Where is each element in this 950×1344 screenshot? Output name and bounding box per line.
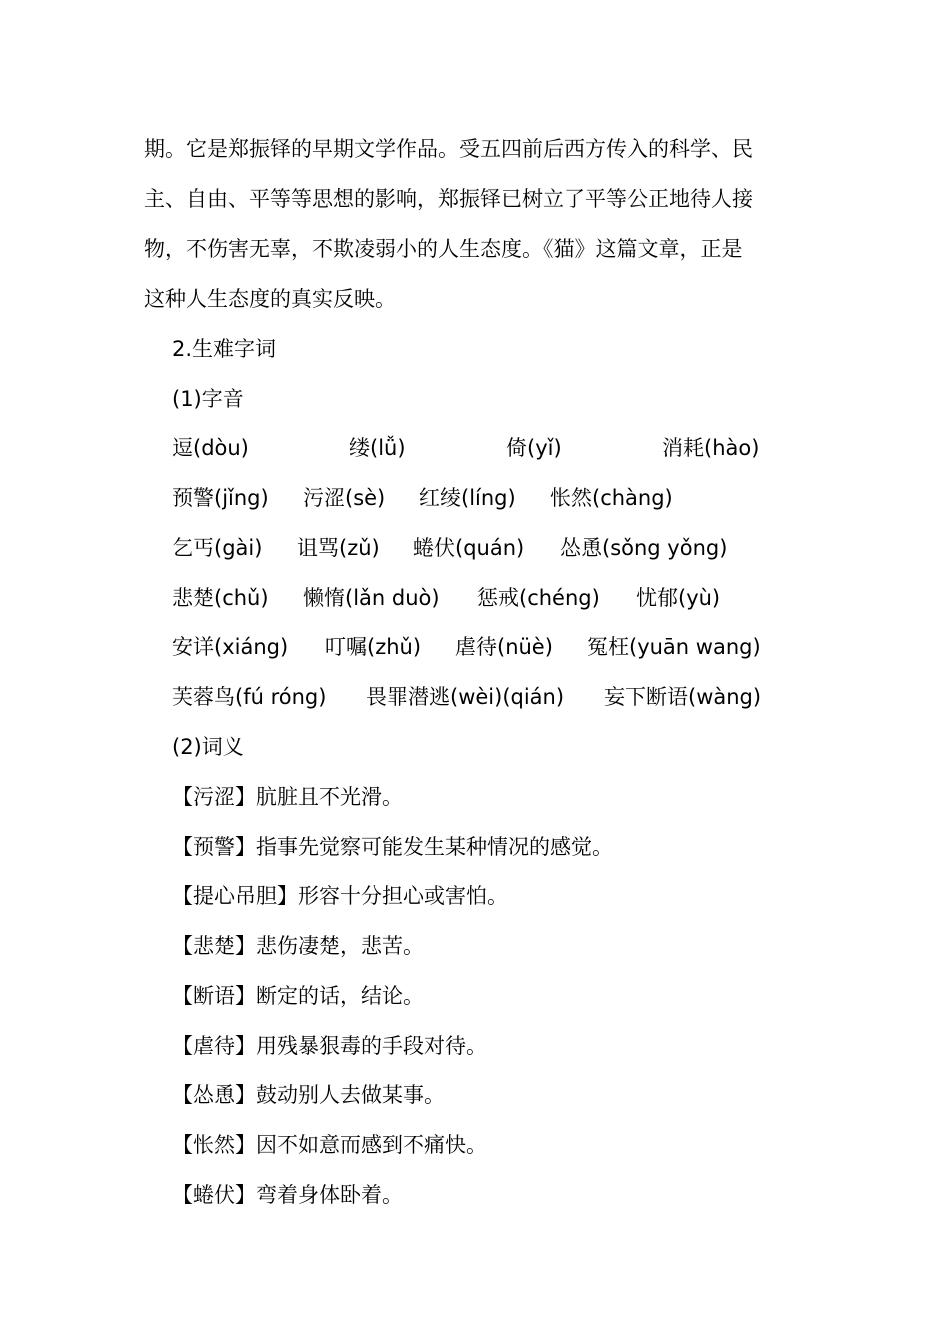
meaning-entry: 【预警】指事先觉察可能发生某种情况的感觉。: [172, 835, 613, 859]
intro-line: 期。它是郑振铎的早期文学作品。受五四前后西方传入的科学、民: [144, 137, 753, 161]
pronunciation-item: 消耗(hào): [662, 436, 760, 460]
pronunciation-row: [0, 632, 950, 662]
pronunciation-item: 诅骂(zǔ): [297, 536, 380, 560]
pronunciation-row: [0, 682, 950, 712]
pronunciation-item: 怅然(chàng): [550, 486, 673, 510]
meaning-entry: 【怅然】因不如意而感到不痛快。: [172, 1133, 487, 1157]
pronunciation-item: 红绫(líng): [419, 486, 516, 510]
meaning-entry: 【虐待】用残暴狠毒的手段对待。: [172, 1034, 487, 1058]
pronunciation-item: 悲楚(chǔ): [172, 586, 269, 610]
pronunciation-item: 怂恿(sǒng yǒng): [560, 536, 728, 560]
pronunciation-item: 芙蓉鸟(fú róng): [172, 685, 327, 709]
pronunciation-item: 叮嘱(zhǔ): [325, 635, 422, 659]
meaning-entry: 【怂恿】鼓动别人去做某事。: [172, 1083, 445, 1107]
pronunciation-item: 倚(yǐ): [506, 436, 562, 460]
pronunciation-item: 蜷伏(quán): [413, 536, 525, 560]
meaning-entry: 【悲楚】悲伤凄楚，悲苦。: [172, 934, 424, 958]
pronunciation-row: [0, 433, 950, 463]
meaning-entry: 【断语】断定的话，结论。: [172, 984, 424, 1008]
pronunciation-item: 妄下断语(wàng): [604, 685, 762, 709]
pronunciation-item: 虐待(nüè): [455, 635, 553, 659]
pronunciation-item: 预警(jǐng): [172, 486, 269, 510]
pronunciation-item: 乞丐(gài): [172, 536, 263, 560]
pronunciation-item: 逗(dòu): [172, 436, 249, 460]
meaning-entry: 【蜷伏】弯着身体卧着。: [172, 1183, 403, 1207]
pronunciation-item: 冤枉(yuān wang): [587, 635, 761, 659]
intro-line: 这种人生态度的真实反映。: [144, 287, 396, 311]
pronunciation-row: [0, 583, 950, 613]
pronunciation-item: 安详(xiáng): [172, 635, 289, 659]
pronunciation-item: 污涩(sè): [303, 486, 386, 510]
pronunciation-item: 忧郁(yù): [636, 586, 721, 610]
intro-line: 物，不伤害无辜，不欺凌弱小的人生态度。《猫》这篇文章，正是: [144, 237, 743, 261]
pronunciation-item: 懒惰(lǎn duò): [303, 586, 440, 610]
pronunciation-item: 畏罪潜逃(wèi)(qián): [366, 685, 565, 709]
pronunciation-row: [0, 483, 950, 513]
meaning-heading: (2)词义: [172, 735, 244, 759]
pronunciation-heading: (1)字音: [172, 387, 244, 411]
pronunciation-item: 惩戒(chéng): [477, 586, 600, 610]
pronunciation-row: [0, 533, 950, 563]
intro-line: 主、自由、平等等思想的影响，郑振铎已树立了平等公正地待人接: [144, 187, 753, 211]
meaning-entry: 【污涩】肮脏且不光滑。: [172, 785, 403, 809]
pronunciation-item: 缕(lǚ): [349, 436, 406, 460]
section-heading: 2.生难字词: [172, 337, 277, 361]
meaning-entry: 【提心吊胆】形容十分担心或害怕。: [172, 884, 508, 908]
